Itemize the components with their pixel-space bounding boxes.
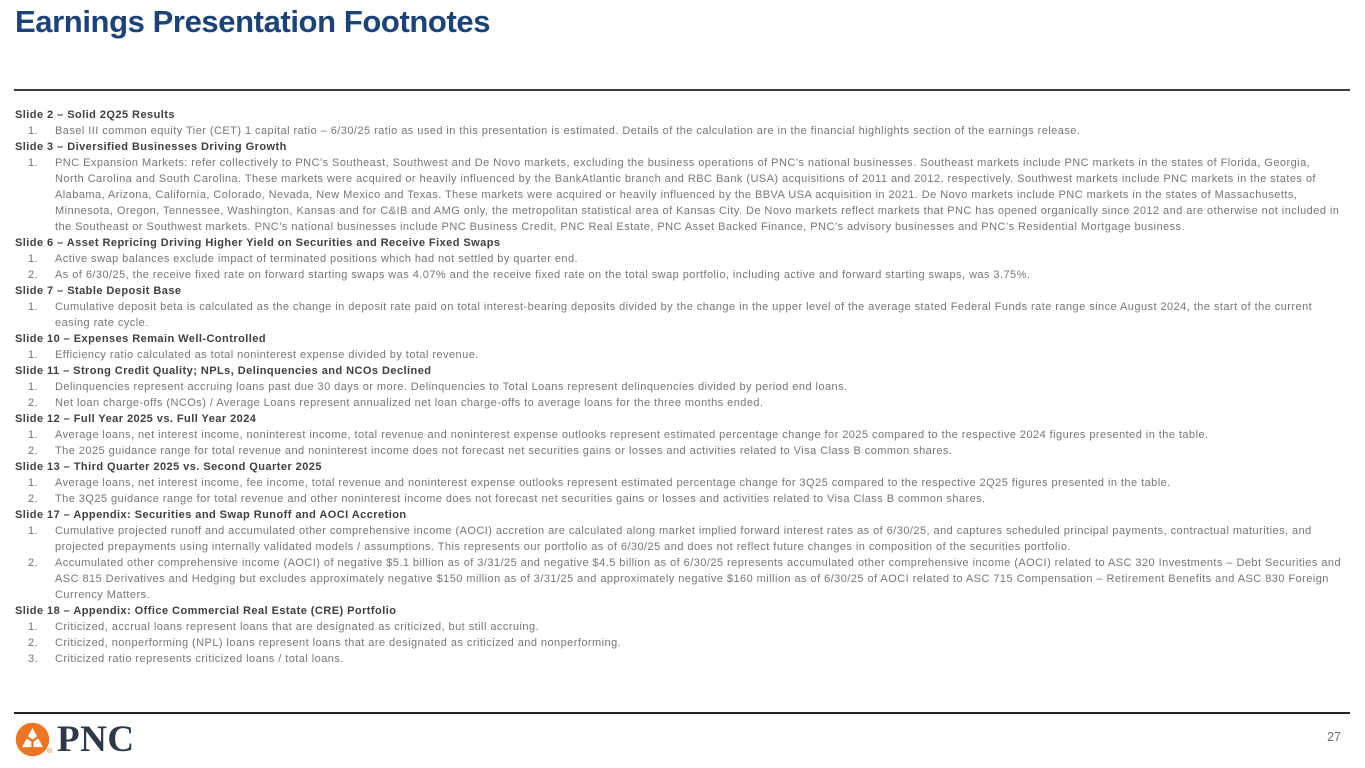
footnotes-list bbox=[15, 107, 1341, 667]
footnote-section bbox=[15, 235, 1341, 283]
footnote-item bbox=[15, 523, 1341, 555]
footnote-number: 2. bbox=[28, 493, 39, 505]
section-heading: Slide 13 – Third Quarter 2025 vs. Second Quarter 2025 bbox=[15, 461, 322, 473]
footnote-number: 1. bbox=[28, 253, 39, 265]
section-items bbox=[15, 347, 1341, 363]
footnote-number: 3. bbox=[28, 653, 39, 665]
page-number: 27 bbox=[1327, 730, 1341, 744]
section-heading: Slide 11 – Strong Credit Quality; NPLs, Delinquencies and NCOs Declined bbox=[15, 365, 432, 377]
section-heading: Slide 7 – Stable Deposit Base bbox=[15, 285, 182, 297]
footnote-number: 2. bbox=[28, 397, 39, 409]
footnote-item bbox=[15, 443, 1341, 459]
footnote-text: As of 6/30/25, the receive fixed rate on forward starting swaps was 4.07% and the receive fixed rate on the total swap portfolio, including active and forward starting swaps, was 3.75%. bbox=[55, 269, 1031, 281]
footnote-text: Cumulative projected runoff and accumulated other comprehensive income (AOCI) accretion are calculated along market implied forward interest rates as of 6/30/25, and captures scheduled principal payments, contractual maturities, and projected prepayments using internally validated models / assumptions. This represents our portfolio as of 6/30/25 and does not reflect future changes in composition of the securities portfolio. bbox=[55, 525, 1312, 553]
section-items bbox=[15, 523, 1341, 603]
footnote-item bbox=[15, 619, 1341, 635]
section-heading: Slide 6 – Asset Repricing Driving Higher Yield on Securities and Receive Fixed Swaps bbox=[15, 237, 501, 249]
section-items bbox=[15, 123, 1341, 139]
footnote-text: Delinquencies represent accruing loans past due 30 days or more. Delinquencies to Total Loans represent delinquencies divided by period end loans. bbox=[55, 381, 848, 393]
footnote-number: 1. bbox=[28, 157, 39, 169]
footnote-item bbox=[15, 635, 1341, 651]
footnote-section bbox=[15, 283, 1341, 331]
pnc-logo bbox=[15, 719, 135, 760]
footnote-item bbox=[15, 347, 1341, 363]
footnote-section bbox=[15, 507, 1341, 603]
footnote-section bbox=[15, 603, 1341, 667]
footnote-item bbox=[15, 123, 1341, 139]
footnote-section bbox=[15, 459, 1341, 507]
footnote-text: PNC Expansion Markets: refer collectively to PNC’s Southeast, Southwest and De Novo markets, excluding the business operations of PNC’s national businesses. Southeast markets include PNC markets in the states of Florida, Georgia, North Carolina and South Carolina. These markets were acquired or heavily influenced by the BankAtlantic branch and RBC Bank (USA) acquisitions of 2011 and 2012, respectively. Southwest markets include PNC markets in the states of Alabama, Arizona, California, Colorado, Nevada, New Mexico and Texas. These markets were acquired or heavily influenced by the BBVA USA acquisition in 2021. De Novo markets include PNC markets in the states of Massachusetts, Minnesota, Oregon, Tennessee, Washington, Kansas and for C&IB and AMG only, the metropolitan statistical area of Kansas City. De Novo markets reflect markets that PNC has opened organically since 2012 and are otherwise not included in the Southeast or Southwest markets. PNC’s national businesses include PNC Business Credit, PNC Real Estate, PNC Asset Backed Finance, PNC’s advisory businesses and PNC’s Residential Mortgage business. bbox=[55, 157, 1340, 233]
footnote-item bbox=[15, 379, 1341, 395]
footnote-number: 1. bbox=[28, 301, 39, 313]
footnote-number: 1. bbox=[28, 525, 39, 537]
section-items bbox=[15, 475, 1341, 507]
footnote-item bbox=[15, 491, 1341, 507]
footnote-item bbox=[15, 475, 1341, 491]
footnote-text: Average loans, net interest income, noninterest income, total revenue and noninterest expense outlooks represent estimated percentage change for 2025 compared to the respective 2024 figures presented in the table. bbox=[55, 429, 1209, 441]
footnote-text: Criticized ratio represents criticized loans / total loans. bbox=[55, 653, 344, 665]
section-items bbox=[15, 427, 1341, 459]
section-heading: Slide 3 – Diversified Businesses Driving Growth bbox=[15, 141, 287, 153]
pnc-wordmark: PNC bbox=[57, 719, 135, 760]
footnote-text: Basel III common equity Tier (CET) 1 capital ratio – 6/30/25 ratio as used in this presentation is estimated. Details of the calculation are in the financial highlights section of the earnings release. bbox=[55, 125, 1081, 137]
footnote-section bbox=[15, 107, 1341, 139]
footnote-section bbox=[15, 139, 1341, 235]
footer-rule bbox=[14, 712, 1350, 714]
section-heading: Slide 18 – Appendix: Office Commercial Real Estate (CRE) Portfolio bbox=[15, 605, 397, 617]
footnote-item bbox=[15, 299, 1341, 331]
footnote-text: Criticized, nonperforming (NPL) loans represent loans that are designated as criticized and nonperforming. bbox=[55, 637, 622, 649]
footnote-item bbox=[15, 427, 1341, 443]
footnote-text: Cumulative deposit beta is calculated as the change in deposit rate paid on total interest-bearing deposits divided by the change in the upper level of the average stated Federal Funds rate range since August 2024, the start of the current easing rate cycle. bbox=[55, 301, 1313, 329]
section-items bbox=[15, 619, 1341, 667]
footnote-number: 2. bbox=[28, 445, 39, 457]
footnote-number: 1. bbox=[28, 429, 39, 441]
section-heading: Slide 2 – Solid 2Q25 Results bbox=[15, 109, 175, 121]
footnote-text: Efficiency ratio calculated as total noninterest expense divided by total revenue. bbox=[55, 349, 479, 361]
registered-trademark-mark: ® bbox=[47, 748, 53, 755]
footnote-number: 1. bbox=[28, 621, 39, 633]
section-items bbox=[15, 299, 1341, 331]
pnc-pinwheel-icon bbox=[15, 722, 53, 757]
footnote-text: Accumulated other comprehensive income (AOCI) of negative $5.1 billion as of 3/31/25 and negative $4.5 billion as of 6/30/25 represents accumulated other comprehensive income (AOCI) related to ASC 320 Investments – Debt Securities and ASC 815 Derivatives and Hedging but excludes approximately negative $150 million as of 3/31/25 and approximately negative $160 million as of 6/30/25 of AOCI related to ASC 715 Compensation – Retirement Benefits and ASC 830 Foreign Currency Matters. bbox=[55, 557, 1342, 601]
section-heading: Slide 12 – Full Year 2025 vs. Full Year 2024 bbox=[15, 413, 257, 425]
footnote-item bbox=[15, 251, 1341, 267]
footnote-number: 1. bbox=[28, 125, 39, 137]
footnote-text: Net loan charge-offs (NCOs) / Average Loans represent annualized net loan charge-offs to average loans for the three months ended. bbox=[55, 397, 764, 409]
footnote-item bbox=[15, 155, 1341, 235]
footnote-item bbox=[15, 267, 1341, 283]
footnote-number: 1. bbox=[28, 349, 39, 361]
footnote-text: Criticized, accrual loans represent loans that are designated as criticized, but still accruing. bbox=[55, 621, 540, 633]
footnote-number: 1. bbox=[28, 381, 39, 393]
footnote-text: Active swap balances exclude impact of terminated positions which had not settled by quarter end. bbox=[55, 253, 579, 265]
footnote-section bbox=[15, 411, 1341, 459]
page-title: Earnings Presentation Footnotes bbox=[15, 4, 491, 39]
section-heading: Slide 17 – Appendix: Securities and Swap Runoff and AOCI Accretion bbox=[15, 509, 407, 521]
footnote-number: 2. bbox=[28, 637, 39, 649]
title-rule bbox=[14, 89, 1350, 91]
footnote-item bbox=[15, 651, 1341, 667]
footnote-item bbox=[15, 395, 1341, 411]
footnote-number: 2. bbox=[28, 269, 39, 281]
footnote-section bbox=[15, 331, 1341, 363]
section-items bbox=[15, 251, 1341, 283]
footnote-number: 2. bbox=[28, 557, 39, 569]
footnote-section bbox=[15, 363, 1341, 411]
footnote-text: The 2025 guidance range for total revenue and noninterest income does not forecast net securities gains or losses and activities related to Visa Class B common shares. bbox=[55, 445, 953, 457]
section-items bbox=[15, 379, 1341, 411]
section-heading: Slide 10 – Expenses Remain Well-Controlled bbox=[15, 333, 266, 345]
section-items bbox=[15, 155, 1341, 235]
footnote-item bbox=[15, 555, 1341, 603]
footnote-number: 1. bbox=[28, 477, 39, 489]
footnote-text: Average loans, net interest income, fee income, total revenue and noninterest expense outlooks represent estimated percentage change for 3Q25 compared to the respective 2Q25 figures presented in the table. bbox=[55, 477, 1171, 489]
footnote-text: The 3Q25 guidance range for total revenue and other noninterest income does not forecast net securities gains or losses and activities related to Visa Class B common shares. bbox=[55, 493, 986, 505]
